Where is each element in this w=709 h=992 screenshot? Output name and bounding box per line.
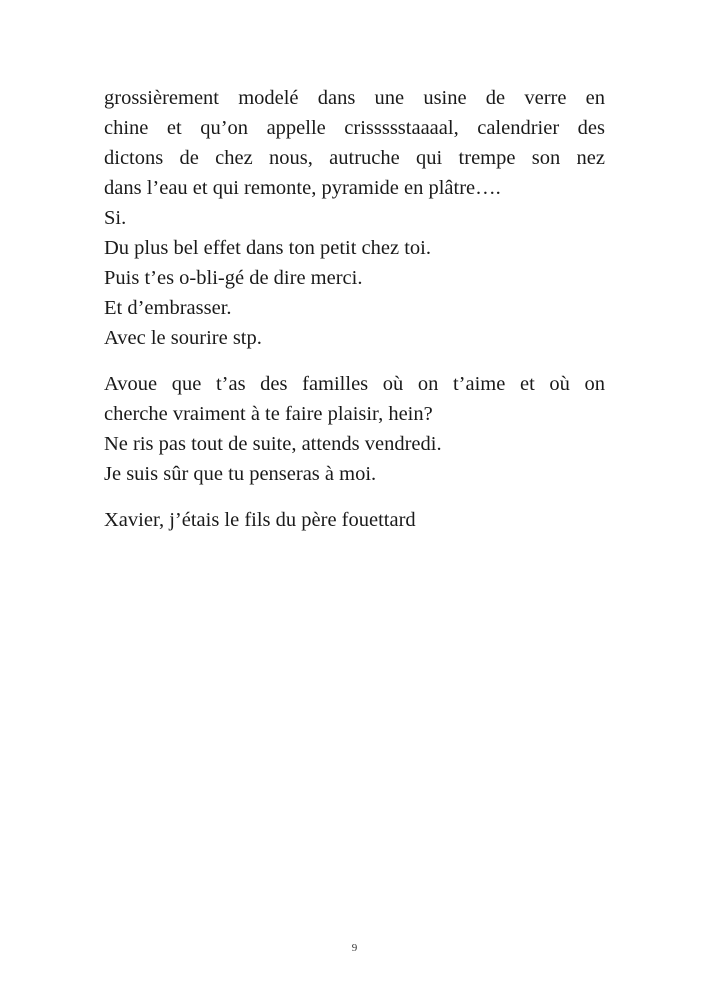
text-line: Ne ris pas tout de suite, attends vendredi. (104, 433, 442, 455)
text-line: Si. (104, 207, 127, 229)
page-number: 9 (351, 942, 358, 954)
text-line: dans l’eau et qui remonte, pyramide en plâtre…. (104, 177, 501, 199)
text-line: chine et qu’on appelle crissssstaaaal, calendrier des (104, 117, 605, 139)
text-line: Je suis sûr que tu penseras à moi. (104, 463, 377, 485)
page-body (104, 83, 605, 535)
signature-line: Xavier, j’étais le fils du père fouettard (104, 509, 416, 531)
paragraph-families (104, 369, 605, 489)
text-line: Puis t’es o-bli-gé de dire merci. (104, 267, 363, 289)
text-line: Du plus bel effet dans ton petit chez toi. (104, 237, 431, 259)
paragraph-signature (104, 505, 605, 535)
text-line: grossièrement modelé dans une usine de verre en (104, 87, 605, 109)
text-line: dictons de chez nous, autruche qui trempe son nez (104, 147, 605, 169)
text-line: Avoue que t’as des familles où on t’aime et où on (104, 373, 605, 395)
paragraph-gift-description (104, 83, 605, 353)
text-line: Et d’embrasser. (104, 297, 232, 319)
text-line: Avec le sourire stp. (104, 327, 262, 349)
text-line: cherche vraiment à te faire plaisir, hein? (104, 403, 433, 425)
